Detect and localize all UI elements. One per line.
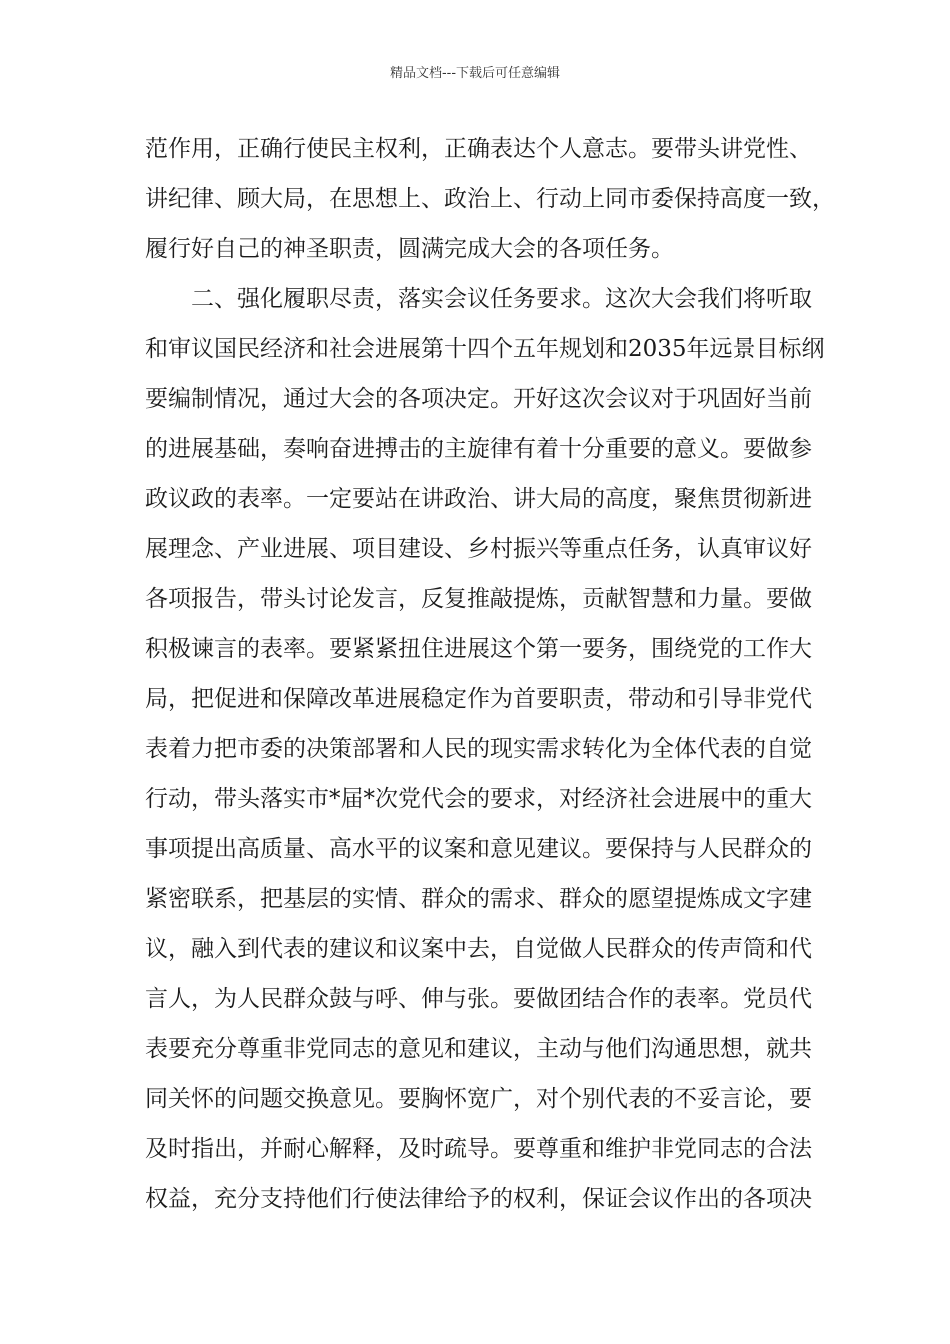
- text-line: 表着力把市委的决策部署和人民的现实需求转化为全体代表的自觉: [145, 736, 812, 762]
- text-line: 议，融入到代表的建议和议案中去，自觉做人民群众的传声筒和代: [145, 936, 812, 962]
- text-line: 言人，为人民群众鼓与呼、伸与张。要做团结合作的表率。党员代: [145, 986, 812, 1012]
- text-line: 讲纪律、顾大局，在思想上、政治上、行动上同市委保持高度一致，: [145, 186, 835, 212]
- text-line: 和审议国民经济和社会进展第十四个五年规划和2035年远景目标纲: [145, 336, 825, 362]
- text-line: 同关怀的问题交换意见。要胸怀宽广，对个别代表的不妥言论，要: [145, 1086, 812, 1112]
- text-line: 紧密联系，把基层的实情、群众的需求、群众的愿望提炼成文字建: [145, 886, 812, 912]
- text-line: 权益，充分支持他们行使法律给予的权利，保证会议作出的各项决: [145, 1186, 812, 1212]
- text-line: 各项报告，带头讨论发言，反复推敲提炼，贡献智慧和力量。要做: [145, 586, 812, 612]
- document-body: [145, 124, 835, 1224]
- text-line: 表要充分尊重非党同志的意见和建议，主动与他们沟通思想，就共: [145, 1036, 812, 1062]
- text-line: 行动，带头落实市*届*次党代会的要求，对经济社会进展中的重大: [145, 786, 812, 812]
- text-line: 政议政的表率。一定要站在讲政治、讲大局的高度，聚焦贯彻新进: [145, 486, 812, 512]
- text-line: 及时指出，并耐心解释，及时疏导。要尊重和维护非党同志的合法: [145, 1136, 812, 1162]
- text-line: 范作用，正确行使民主权利，正确表达个人意志。要带头讲党性、: [145, 136, 812, 162]
- text-line: 的进展基础，奏响奋进搏击的主旋律有着十分重要的意义。要做参: [145, 436, 812, 462]
- text-line: 积极谏言的表率。要紧紧扭住进展这个第一要务，围绕党的工作大: [145, 636, 812, 662]
- paragraph-start-line: 二、强化履职尽责，落实会议任务要求。这次大会我们将听取: [191, 286, 812, 312]
- text-line: 履行好自己的神圣职责，圆满完成大会的各项任务。: [145, 236, 674, 262]
- text-line: 局，把促进和保障改革进展稳定作为首要职责，带动和引导非党代: [145, 686, 812, 712]
- text-line: 事项提出高质量、高水平的议案和意见建议。要保持与人民群众的: [145, 836, 812, 862]
- page-header: 精品文档---下载后可任意编辑: [389, 66, 561, 81]
- text-line: 要编制情况，通过大会的各项决定。开好这次会议对于巩固好当前: [145, 386, 812, 412]
- text-line: 展理念、产业进展、项目建设、乡村振兴等重点任务，认真审议好: [145, 536, 812, 562]
